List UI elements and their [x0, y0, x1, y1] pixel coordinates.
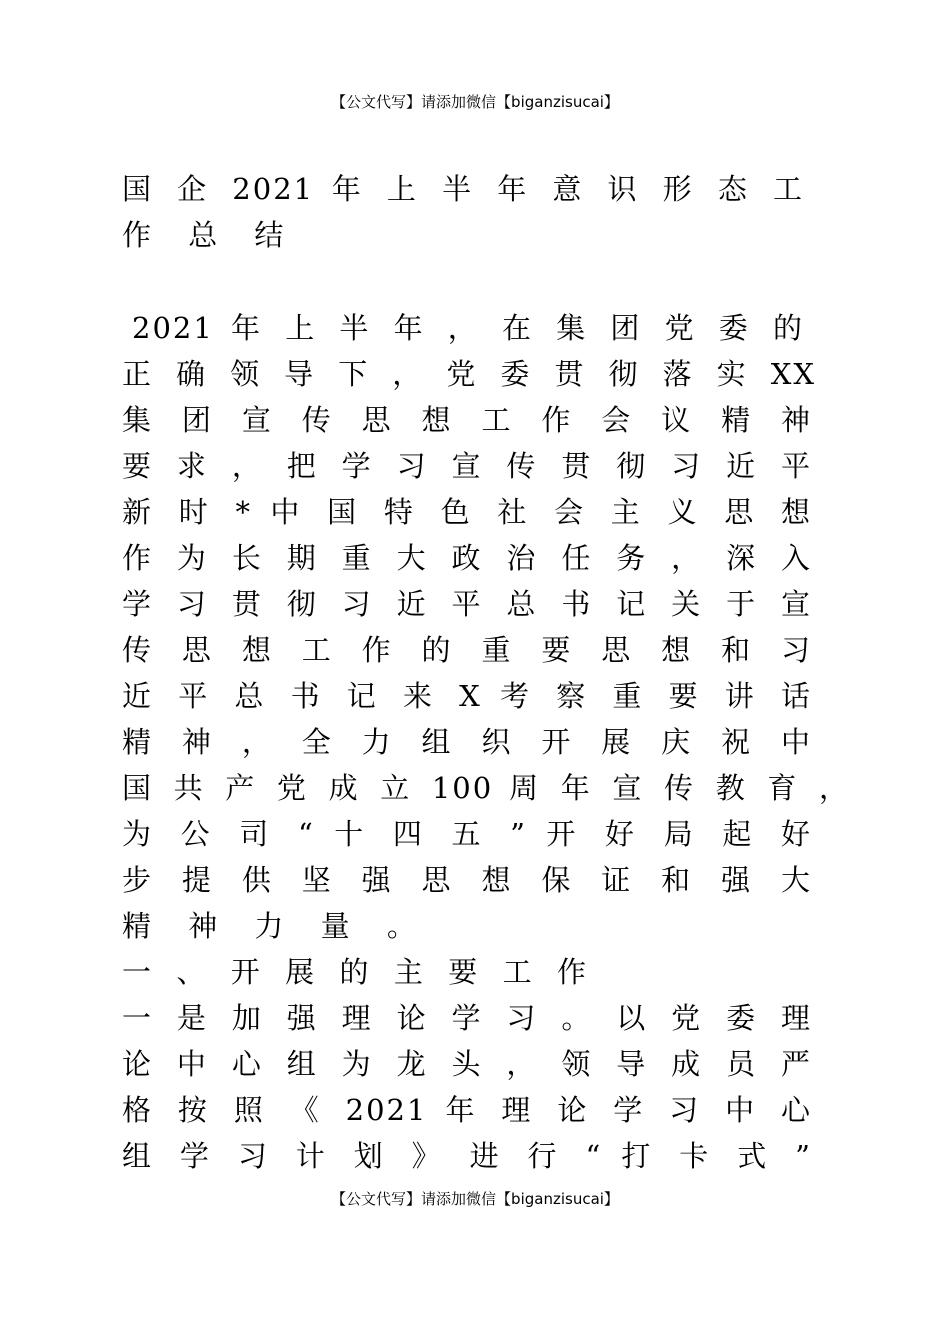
- body-line: 步 提 供 坚 强 思 想 保 证 和 强 大: [122, 863, 812, 897]
- body-line: 集 团 宣 传 思 想 工 作 会 议 精 神: [122, 403, 812, 437]
- document-title-line-1: 国 企 2021 年 上 半 年 意 识 形 态 工: [122, 172, 804, 206]
- body-line: 学 习 贯 彻 习 近 平 总 书 记 关 于 宣: [122, 587, 812, 621]
- body-line: 新 时 * 中 国 特 色 社 会 主 义 思 想: [122, 495, 812, 529]
- body-line: 精 神 ， 全 力 组 织 开 展 庆 祝 中: [122, 725, 812, 759]
- body-line: 正 确 领 导 下 ， 党 委 贯 彻 落 实 XX: [122, 357, 816, 391]
- body-line: 作 为 长 期 重 大 政 治 任 务 ， 深 入: [122, 541, 812, 575]
- body-line: 一 是 加 强 理 论 学 习 。 以 党 委 理: [122, 1001, 812, 1035]
- body-line: 要 求 ， 把 学 习 宣 传 贯 彻 习 近 平: [122, 449, 812, 483]
- page-header-note: 【公文代写】请添加微信【biganzisucai】: [331, 93, 619, 111]
- body-line: 论 中 心 组 为 龙 头 ， 领 导 成 员 严: [122, 1047, 812, 1081]
- body-line: 国 共 产 党 成 立 100 周 年 宣 传 教 育 ，: [122, 771, 850, 805]
- body-line: 2021 年 上 半 年 ， 在 集 团 党 委 的: [132, 311, 804, 345]
- body-line: 组 学 习 计 划 》 进 行 “ 打 卡 式 ”: [122, 1139, 812, 1173]
- body-line: 精 神 力 量 。: [122, 909, 430, 943]
- section-heading: 一 、 开 展 的 主 要 工 作: [122, 955, 588, 989]
- body-line: 传 思 想 工 作 的 重 要 思 想 和 习: [122, 633, 812, 667]
- body-line: 格 按 照 《 2021 年 理 论 学 习 中 心: [122, 1093, 812, 1127]
- body-line: 近 平 总 书 记 来 X 考 察 重 要 讲 话: [122, 679, 812, 713]
- body-line: 为 公 司 “ 十 四 五 ” 开 好 局 起 好: [122, 817, 812, 851]
- page-footer-note: 【公文代写】请添加微信【biganzisucai】: [331, 1190, 619, 1208]
- document-title-line-2: 作 总 结: [122, 218, 298, 252]
